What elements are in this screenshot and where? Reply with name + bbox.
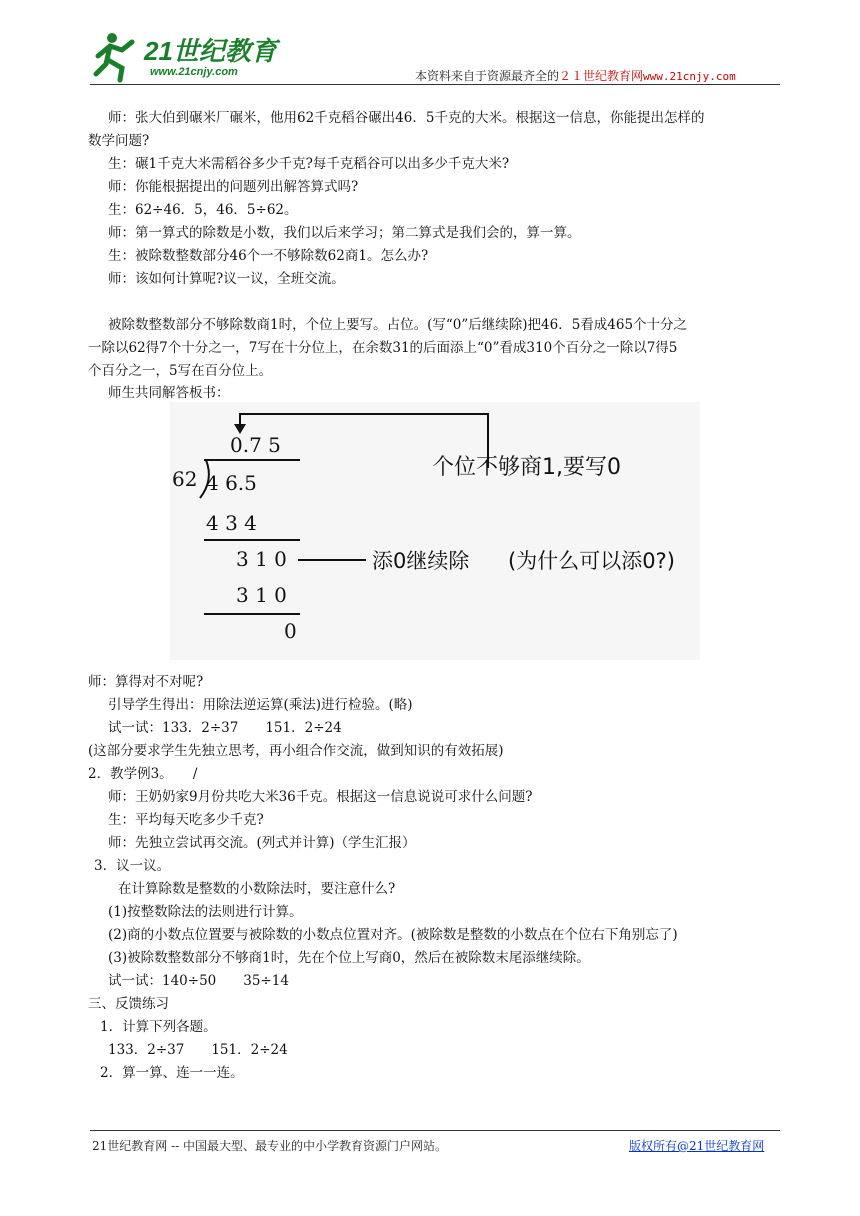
footer-divider <box>90 1130 780 1131</box>
dividend: 4 6.5 <box>206 471 257 495</box>
paragraph: 数学问题? <box>88 133 150 149</box>
paragraph: 生：62÷46．5，46．5÷62。 <box>108 202 298 218</box>
paragraph: 师：算得对不对呢? <box>88 674 204 690</box>
list-item: 1．计算下列各题。 <box>100 1019 217 1035</box>
paragraph: 在计算除数是整数的小数除法时，要注意什么? <box>118 881 396 897</box>
partial-remainder: 3 1 0 <box>236 547 287 571</box>
runner-icon <box>96 33 132 80</box>
section-heading: 2．教学例3。 / <box>88 766 198 782</box>
logo-url: www.21cnjy.com <box>150 66 238 78</box>
paragraph: 一除以62得7个十分之一，7写在十分位上，在余数31的后面添上“0”看成310个百分之一除以7得5 <box>88 340 678 356</box>
site-logo[interactable] <box>92 28 292 84</box>
source-url-link[interactable]: www.21cnjy.com <box>643 70 736 83</box>
logo-text: 21世纪教育 <box>144 36 277 66</box>
paragraph: 生：平均每天吃多少千克? <box>108 812 264 828</box>
paragraph: 师生共同解答板书： <box>108 385 230 401</box>
section-heading: 3．议一议。 <box>94 858 171 874</box>
annotation-write-zero: 个位不够商1,要写0 <box>432 455 621 480</box>
paragraph: 引导学生得出：用除法逆运算(乘法)进行检验。(略) <box>108 697 413 713</box>
paragraph: 师：第一算式的除数是小数，我们以后来学习；第二算式是我们会的，算一算。 <box>108 225 581 241</box>
paragraph: 师：该如何计算呢?议一议，全班交流。 <box>108 271 345 287</box>
list-item: 2．算一算、连一一连。 <box>100 1065 244 1081</box>
annotation-why: (为什么可以添0?) <box>508 549 675 573</box>
source-prefix: 本资料来自于资源最齐全的 <box>415 69 560 83</box>
source-site-link[interactable]: ２１世纪教育网 <box>559 69 644 83</box>
header-divider <box>90 84 780 85</box>
divisor: 62 <box>172 467 198 491</box>
paragraph: 师：张大伯到碾米厂碾米，他用62千克稻谷碾出46．5千克的大米。根据这一信息，你能提出怎样的 <box>108 110 705 126</box>
subtraction-1: 4 3 4 <box>206 511 257 535</box>
subtraction-2: 3 1 0 <box>236 583 287 607</box>
paragraph: 师：你能根据提出的问题列出解答算式吗? <box>108 179 359 195</box>
footer-tagline: 21世纪教育网 -- 中国最大型、最专业的中小学教育资源门户网站。 <box>92 1139 448 1153</box>
annotation-append-zero: 添0继续除 <box>372 549 470 573</box>
paragraph: 个百分之一，5写在百分位上。 <box>88 363 273 379</box>
paragraph: 生：被除数整数部分46个一不够除数62商1。怎么办? <box>108 248 429 264</box>
paragraph: (这部分要求学生先独立思考，再小组合作交流，做到知识的有效拓展) <box>88 743 504 759</box>
final-remainder: 0 <box>284 619 297 643</box>
division-board <box>170 402 700 660</box>
paragraph: 被除数整数部分不够除数商1时，个位上要写。占位。(写“0”后继续除)把46．5看成465个十分之 <box>108 317 688 333</box>
paragraph: 试一试：133．2÷37 151．2÷24 <box>108 720 342 736</box>
list-item: (2)商的小数点位置要与被除数的小数点位置对齐。(被除数是整数的小数点在个位右下角别忘了) <box>108 927 678 943</box>
section-heading: 三、反馈练习 <box>88 996 169 1012</box>
source-note <box>415 67 736 84</box>
quotient: 0.7 5 <box>230 433 281 457</box>
paragraph: 生：碾1千克大米需稻谷多少千克?每千克稻谷可以出多少千克大米? <box>108 156 510 172</box>
paragraph: 师：先独立尝试再交流。(列式并计算)（学生汇报） <box>108 835 416 851</box>
paragraph: 133．2÷37 151．2÷24 <box>108 1042 288 1058</box>
list-item: (3)被除数整数部分不够商1时，先在个位上写商0，然后在被除数末尾添继续除。 <box>108 950 590 966</box>
copyright-link[interactable]: 版权所有@21世纪教育网 <box>629 1139 765 1153</box>
paragraph: 师：王奶奶家9月份共吃大米36千克。根据这一信息说说可求什么问题? <box>108 789 533 805</box>
list-item: (1)按整数除法的法则进行计算。 <box>108 904 303 920</box>
paragraph: 试一试：140÷50 35÷14 <box>108 973 289 989</box>
